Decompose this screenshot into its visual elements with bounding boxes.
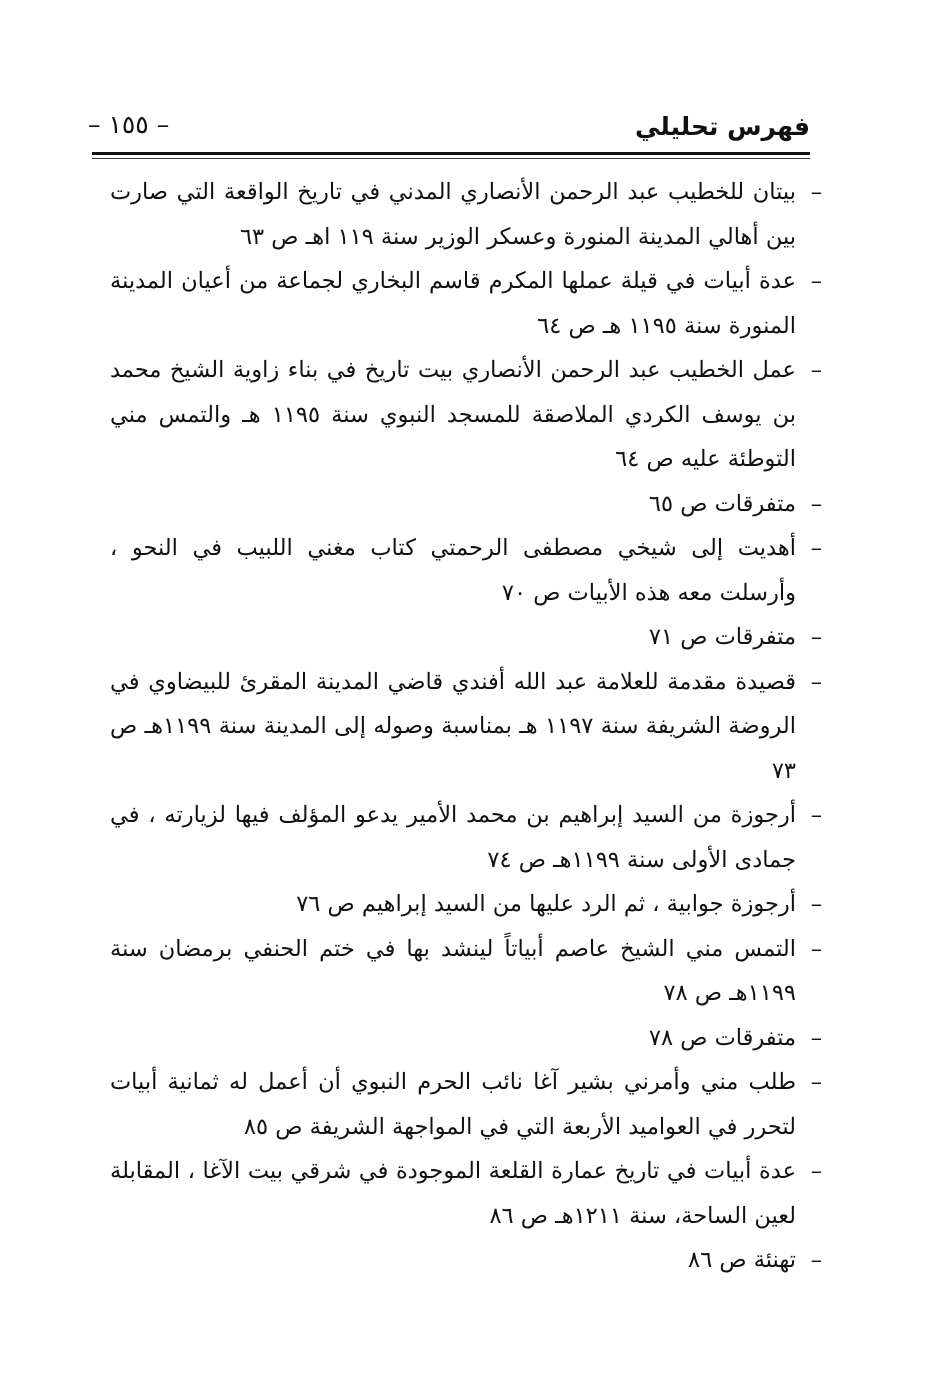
index-entry <box>110 1149 822 1238</box>
entry-text: بيتان للخطيب عبد الرحمن الأنصاري المدني في تاريخ الواقعة التي صارت بين أهالي المدينة المنورة وعسكر الوزير سنة ١١٩ اهـ ص ٦٣ <box>110 179 796 250</box>
running-title: فهرس تحليلي <box>635 112 810 141</box>
entry-dash: – <box>810 1069 822 1095</box>
entry-text: متفرقات ص ٧١ <box>648 624 796 650</box>
entry-dash: – <box>810 668 822 695</box>
index-entry <box>110 927 822 1016</box>
index-entry <box>110 482 822 527</box>
entry-text: التمس مني الشيخ عاصم أبياتاً لينشد بها في ختم الحنفي برمضان سنة ١١٩٩هـ ص ٧٨ <box>110 935 796 1006</box>
entry-dash: – <box>810 179 822 205</box>
entry-dash: – <box>810 624 822 650</box>
index-entry <box>110 660 822 794</box>
entry-text: عدة أبيات في قيلة عملها المكرم قاسم البخاري لجماعة من أعيان المدينة المنورة سنة ١١٩٥ هـ ص ٦٤ <box>110 268 796 339</box>
page-number: – ١٥٥ – <box>88 110 170 139</box>
entry-dash: – <box>810 1247 822 1273</box>
index-entry <box>110 615 822 660</box>
entry-text: طلب مني وأمرني بشير آغا نائب الحرم النبوي أن أعمل له ثمانية أبيات لتحرر في العواميد الأربعة التي في المواجهة الشريفة ص ٨٥ <box>110 1069 796 1140</box>
index-list <box>110 170 822 1283</box>
entry-dash: – <box>810 1024 822 1051</box>
index-entry <box>110 170 822 259</box>
header-rule <box>92 152 810 155</box>
index-entry <box>110 1060 822 1149</box>
entry-text: متفرقات ص ٧٨ <box>648 1024 796 1051</box>
entry-dash: – <box>810 802 822 828</box>
index-entry <box>110 1238 822 1283</box>
entry-dash: – <box>810 891 822 917</box>
index-entry <box>110 348 822 482</box>
entry-text: عمل الخطيب عبد الرحمن الأنصاري بيت تاريخ في بناء زاوية الشيخ محمد بن يوسف الكردي الملاصقة للمسجد النبوي سنة ١١٩٥ هـ والتمس مني التوطئة عليه ص ٦٤ <box>110 357 797 472</box>
entry-text: قصيدة مقدمة للعلامة عبد الله أفندي قاضي المدينة المقرئ للبيضاوي في الروضة الشريفة سنة ١١٩٧ هـ بمناسبة وصوله إلى المدينة سنة ١١٩٩هـ ص ٧٣ <box>110 668 796 784</box>
entry-text: تهنئة ص ٨٦ <box>688 1247 796 1273</box>
entry-dash: – <box>810 1158 822 1184</box>
index-entry <box>110 882 822 927</box>
header-rule-thin <box>92 158 810 159</box>
entry-text: أرجوزة جوابية ، ثم الرد عليها من السيد إبراهيم ص ٧٦ <box>296 891 796 917</box>
entry-dash: – <box>810 535 822 561</box>
index-entry <box>110 793 822 882</box>
entry-dash: – <box>810 268 822 294</box>
entry-dash: – <box>810 935 822 962</box>
entry-text: أهديت إلى شيخي مصطفى الرحمتي كتاب مغني اللبيب في النحو ، وأرسلت معه هذه الأبيات ص ٧٠ <box>110 535 796 606</box>
entry-dash: – <box>810 357 822 383</box>
index-entry <box>110 1016 822 1061</box>
entry-text: متفرقات ص ٦٥ <box>648 490 796 517</box>
entry-dash: – <box>810 490 822 517</box>
entry-text: أرجوزة من السيد إبراهيم بن محمد الأمير يدعو المؤلف فيها لزيارته ، في جمادى الأولى سنة ١١٩٩هـ ص ٧٤ <box>110 802 796 873</box>
index-entry <box>110 526 822 615</box>
entry-text: عدة أبيات في تاريخ عمارة القلعة الموجودة في شرقي بيت الآغا ، المقابلة لعين الساحة، سنة ١٢١١هـ ص ٨٦ <box>110 1158 796 1229</box>
index-entry <box>110 259 822 348</box>
